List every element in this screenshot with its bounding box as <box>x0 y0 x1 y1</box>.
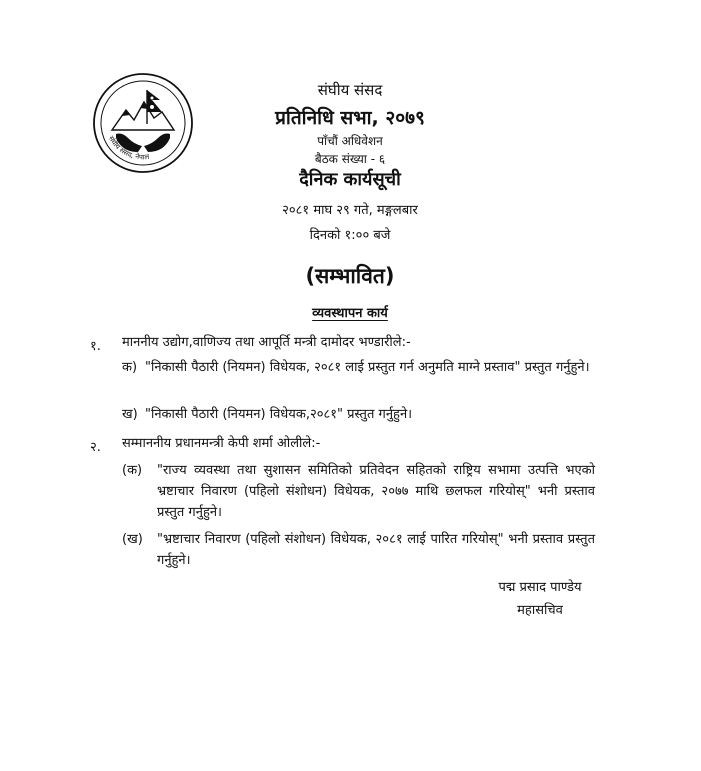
subitem-label: ख) <box>122 407 138 422</box>
subitem-text: "निकासी पैठारी (नियमन) विधेयक, २०८१ लाई प्रस्तुत गर्न अनुमति माग्ने प्रस्ताव" प्रस्तुत गर्नुहुने। <box>145 360 590 375</box>
agenda-title: दैनिक कार्यसूची <box>299 169 401 190</box>
subitem-label: क) <box>122 360 138 375</box>
subitem-label: (ख) <box>122 532 143 547</box>
subitem-text: "राज्य व्यवस्था तथा सुशासन समितिको प्रतिवेदन सहितको राष्ट्रिय सभामा उत्पत्ति भएको भ्रष्टाचार निवारण (पहिलो संशोधन) विधेयक, २०७७ माथि छलफल गरियोस्" भनी प्रस्ताव प्रस्तुत गर्नुहुने। <box>157 463 595 520</box>
emblem-ring-text: संघीय संसद, नेपाल <box>106 134 150 162</box>
subitem-label: (क) <box>122 463 143 478</box>
organization-name: संघीय संसद <box>317 81 383 99</box>
tentative-label: (सम्भावित) <box>305 264 395 288</box>
item-lead: सम्माननीय प्रधानमन्त्री केपी शर्मा ओलीले:- <box>122 436 321 451</box>
item-number: २. <box>90 440 101 455</box>
session-label: पाँचौं अधिवेशन <box>317 134 383 148</box>
meeting-time: दिनको १:०० बजे <box>309 228 391 243</box>
parliament-emblem <box>92 72 194 174</box>
house-title: प्रतिनिधि सभा, २०७९ <box>275 107 425 129</box>
meeting-date: २०८१ माघ २९ गते, मङ्गलबार <box>282 203 418 218</box>
meeting-number: बैठक संख्या - ६ <box>314 152 386 166</box>
subitem-text: "निकासी पैठारी (नियमन) विधेयक,२०८१" प्रस्तुत गर्नुहुने। <box>145 407 413 422</box>
subitem-text: "भ्रष्टाचार निवारण (पहिलो संशोधन) विधेयक, २०८१ लाई पारित गरियोस्" भनी प्रस्ताव प्रस्तुत गर्नुहुने। <box>157 532 595 568</box>
item-number: १. <box>90 339 101 354</box>
signatory-position: महासचिव <box>517 603 563 618</box>
signatory-name: पद्म प्रसाद पाण्डेय <box>498 580 582 595</box>
item-lead: माननीय उद्योग,वाणिज्य तथा आपूर्ति मन्त्री दामोदर भण्डारीले:- <box>122 335 411 350</box>
section-heading: व्यवस्थापन कार्य <box>312 306 388 321</box>
